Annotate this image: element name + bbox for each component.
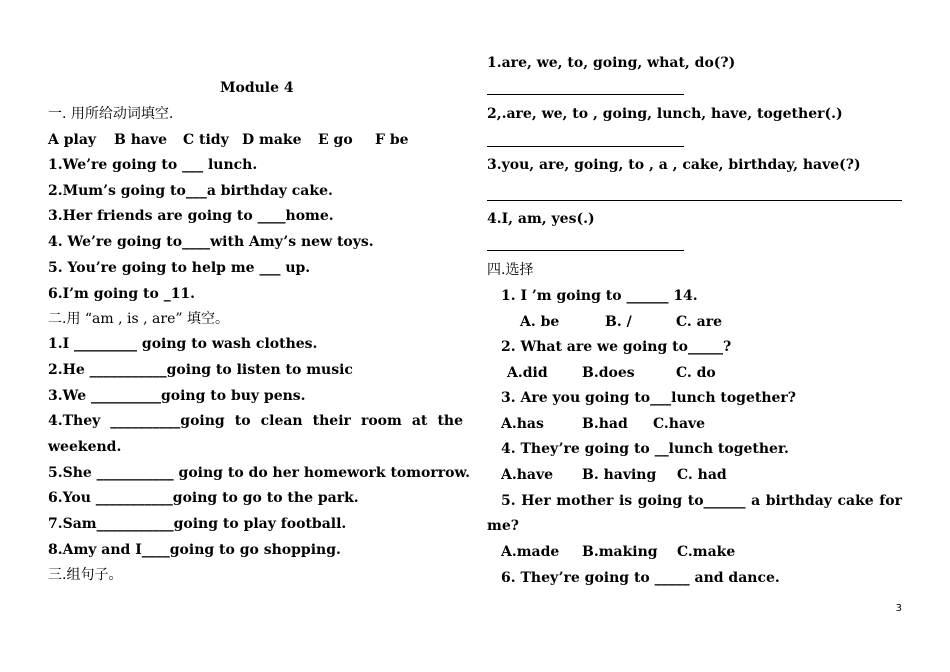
option-c: C tidy <box>183 132 229 148</box>
s4-q2-options <box>507 364 716 382</box>
s3-item-4: 4.I, am, yes(.) <box>487 211 595 227</box>
option-f: F be <box>375 132 409 148</box>
s3-item-3: 3.you, are, going, to , a , cake, birthday, have(?) <box>487 157 861 173</box>
option-a: A play <box>48 132 97 148</box>
page-number: 3 <box>895 603 902 614</box>
q4-option-c[interactable]: C. had <box>677 467 727 483</box>
s1-item-5: 5. You’re going to help me ___ up. <box>48 260 311 276</box>
s4-q4-options <box>501 466 727 484</box>
s1-item-1: 1.We’re going to ___ lunch. <box>48 157 258 173</box>
q5-option-c[interactable]: C.make <box>677 544 736 560</box>
option-d: D make <box>242 132 302 148</box>
s1-item-4: 4. We’re going to____with Amy’s new toys. <box>48 234 374 250</box>
s4-q6: 6. They’re going to _____ and dance. <box>501 570 780 586</box>
s3-item-2: 2,.are, we, to , going, lunch, have, together(.) <box>487 106 843 122</box>
s2-item-4-cont: weekend. <box>48 439 122 455</box>
s2-item-6: 6.You ___________going to go to the park. <box>48 490 359 506</box>
s1-item-3: 3.Her friends are going to ____home. <box>48 208 334 224</box>
s4-q1: 1. I ’m going to ______ 14. <box>501 288 698 304</box>
q2-option-a[interactable]: A.did <box>507 365 548 381</box>
q1-option-c[interactable]: C. are <box>676 314 722 330</box>
q5-option-b[interactable]: B.making <box>582 544 658 560</box>
q3-option-a[interactable]: A.has <box>501 416 544 432</box>
q4-option-a[interactable]: A.have <box>501 467 554 483</box>
s2-item-4: 4.They __________going to clean their room at the <box>48 413 463 429</box>
s4-q3: 3. Are you going to___lunch together? <box>501 390 797 406</box>
s2-item-2: 2.He ___________going to listen to music <box>48 362 353 378</box>
q3-option-b[interactable]: B.had <box>582 416 628 432</box>
s4-q5-options <box>501 543 735 561</box>
q5-option-a[interactable]: A.made <box>501 544 560 560</box>
section4-heading: 四.选择 <box>487 262 534 278</box>
q2-option-c[interactable]: C. do <box>676 365 716 381</box>
answer-line-1[interactable] <box>487 94 684 95</box>
answer-line-3[interactable] <box>487 200 902 201</box>
q4-option-b[interactable]: B. having <box>582 467 657 483</box>
q3-option-c[interactable]: C.have <box>653 416 706 432</box>
s4-q5-cont: me? <box>487 518 519 534</box>
s1-item-2: 2.Mum’s going to___a birthday cake. <box>48 183 333 199</box>
s2-item-7: 7.Sam___________going to play football. <box>48 516 347 532</box>
option-e: E go <box>318 132 353 148</box>
s4-q4: 4. They’re going to __lunch together. <box>501 441 789 457</box>
verb-options <box>48 131 409 149</box>
q1-option-a[interactable]: A. be <box>520 314 560 330</box>
s1-item-6: 6.I’m going to _11. <box>48 286 196 302</box>
section2-heading: 二.用 “am , is , are” 填空。 <box>48 311 229 327</box>
answer-line-4[interactable] <box>487 250 684 251</box>
section3-heading: 三.组句子。 <box>48 567 123 583</box>
s2-item-8: 8.Amy and I____going to go shopping. <box>48 542 341 558</box>
s2-item-3: 3.We __________going to buy pens. <box>48 388 306 404</box>
s2-item-1: 1.I _________ going to wash clothes. <box>48 336 318 352</box>
s4-q3-options <box>501 415 705 433</box>
section1-heading: 一. 用所给动词填空. <box>48 106 174 122</box>
s4-q2: 2. What are we going to_____? <box>501 339 732 355</box>
s3-item-1: 1.are, we, to, going, what, do(?) <box>487 55 736 71</box>
q1-option-b[interactable]: B. / <box>605 314 632 330</box>
option-b: B have <box>114 132 167 148</box>
s4-q1-options <box>520 313 722 331</box>
s2-item-5: 5.She ___________ going to do her homework tomorrow. <box>48 465 471 481</box>
answer-line-2[interactable] <box>487 146 684 147</box>
q2-option-b[interactable]: B.does <box>582 365 635 381</box>
s4-q5: 5. Her mother is going to______ a birthday cake for <box>501 493 902 509</box>
page-title: Module 4 <box>220 80 294 96</box>
